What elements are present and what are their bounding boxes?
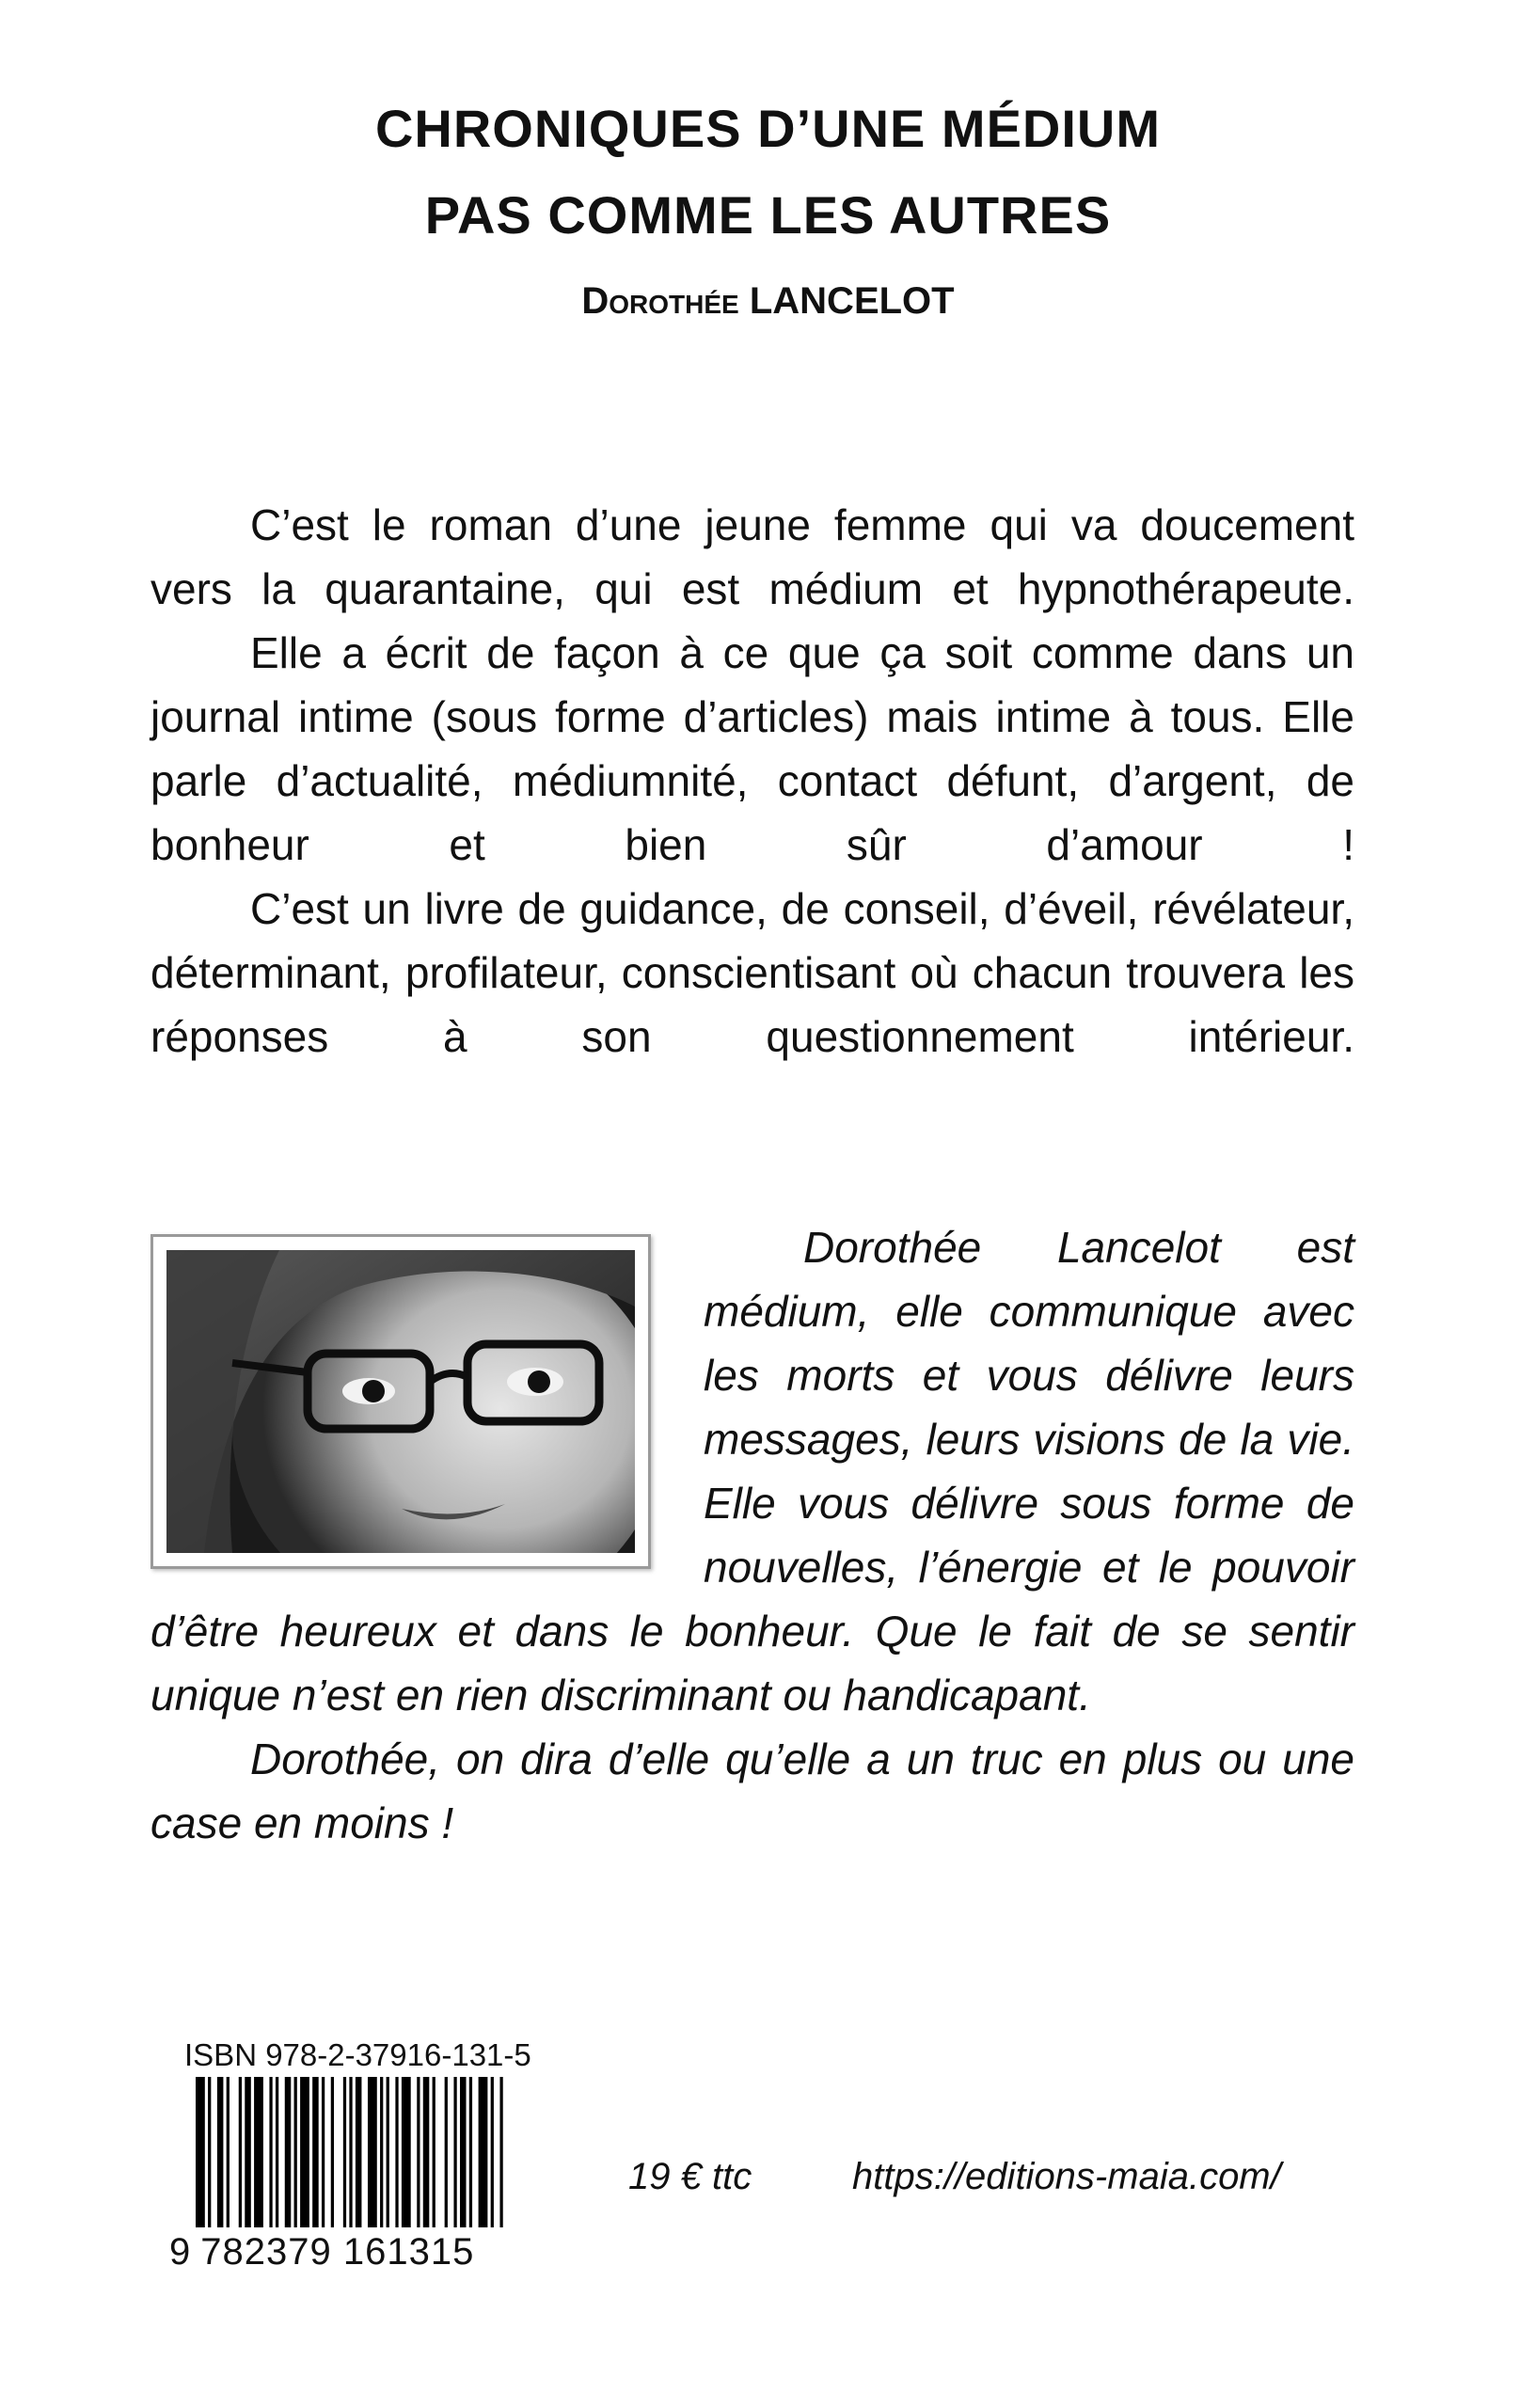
barcode-bar	[196, 2077, 205, 2227]
book-title-line-2: PAS COMME LES AUTRES	[424, 185, 1112, 245]
barcode-digit-prefix: 9	[169, 2231, 192, 2273]
barcode-bar	[312, 2077, 319, 2227]
barcode-bar	[479, 2077, 488, 2227]
isbn-barcode	[196, 2077, 506, 2227]
barcode-bar	[491, 2077, 494, 2227]
barcode-bar	[276, 2077, 278, 2227]
barcode-bar	[499, 2077, 502, 2227]
barcode-bar	[423, 2077, 430, 2227]
barcode-bar	[445, 2077, 448, 2227]
barcode-bar	[239, 2077, 242, 2227]
barcode-bar	[395, 2077, 398, 2227]
barcode-digit-group-2: 161315	[342, 2231, 475, 2273]
barcode-bar	[269, 2077, 272, 2227]
barcode-bar	[460, 2077, 467, 2227]
author-name	[0, 280, 1536, 323]
barcode-bar	[387, 2077, 389, 2227]
barcode-bar	[469, 2077, 472, 2227]
bio-paragraph: Dorothée Lancelot est médium, elle communique avec les morts et vous délivre leurs messages, leurs visions de la vie. Elle vous délivre sous forme de nouvelles, l’énergie et le pouvoir d’être heureux et dans le bonheur. Que le fait de se sentir unique n’est en rien discriminant ou handicapant.	[150, 1223, 1354, 1719]
barcode-bar	[343, 2077, 346, 2227]
blurb-paragraph: Elle a écrit de façon à ce que ça soit comme dans un journal intime (sous forme d’articles) mais intime à tous. Elle parle d’actualité, médiumnité, contact défunt, d’argent, de bonheur et bien sûr d’amour !	[150, 628, 1354, 869]
barcode-digit-group-1: 782379	[200, 2231, 332, 2273]
barcode-bar	[349, 2077, 352, 2227]
barcode-bar	[208, 2077, 211, 2227]
publisher-website: https://editions-maia.com/	[852, 2156, 1281, 2197]
barcode-bar	[217, 2077, 224, 2227]
barcode-bar	[254, 2077, 263, 2227]
barcode-bar	[300, 2077, 309, 2227]
bio-paragraph: Dorothée, on dira d’elle qu’elle a un truc en plus ou une case en moins !	[150, 1735, 1354, 1847]
barcode-bar	[433, 2077, 435, 2227]
book-blurb	[150, 493, 1354, 1069]
author-photo	[166, 1250, 635, 1553]
barcode-bar	[294, 2077, 297, 2227]
author-last-name: LANCELOT	[749, 280, 955, 322]
price-label: 19 € ttc	[628, 2156, 752, 2197]
barcode-bar	[402, 2077, 411, 2227]
author-first-name: Dorothée	[581, 280, 739, 322]
barcode-bar	[356, 2077, 362, 2227]
barcode-bar	[368, 2077, 377, 2227]
barcode-bar	[285, 2077, 292, 2227]
barcode-bar	[331, 2077, 334, 2227]
barcode-digits	[169, 2231, 517, 2273]
barcode-bar	[245, 2077, 251, 2227]
barcode-bar	[453, 2077, 456, 2227]
blurb-paragraph: C’est le roman d’une jeune femme qui va doucement vers la quarantaine, qui est médium et hypnothérapeute.	[150, 500, 1354, 613]
barcode-bar	[417, 2077, 420, 2227]
book-title-line-1: CHRONIQUES D’UNE MÉDIUM	[374, 99, 1162, 158]
author-photo-frame	[150, 1234, 651, 1569]
blurb-paragraph: C’est un livre de guidance, de conseil, d’éveil, révélateur, déterminant, profilateur, conscientisant où chacun trouvera les réponses à son questionnement intérieur.	[150, 884, 1354, 1061]
author-portrait-image	[166, 1250, 635, 1553]
barcode-bar	[227, 2077, 230, 2227]
barcode-bar	[380, 2077, 383, 2227]
barcode-bar	[322, 2077, 325, 2227]
isbn-label: ISBN 978-2-37916-131-5	[184, 2037, 531, 2072]
